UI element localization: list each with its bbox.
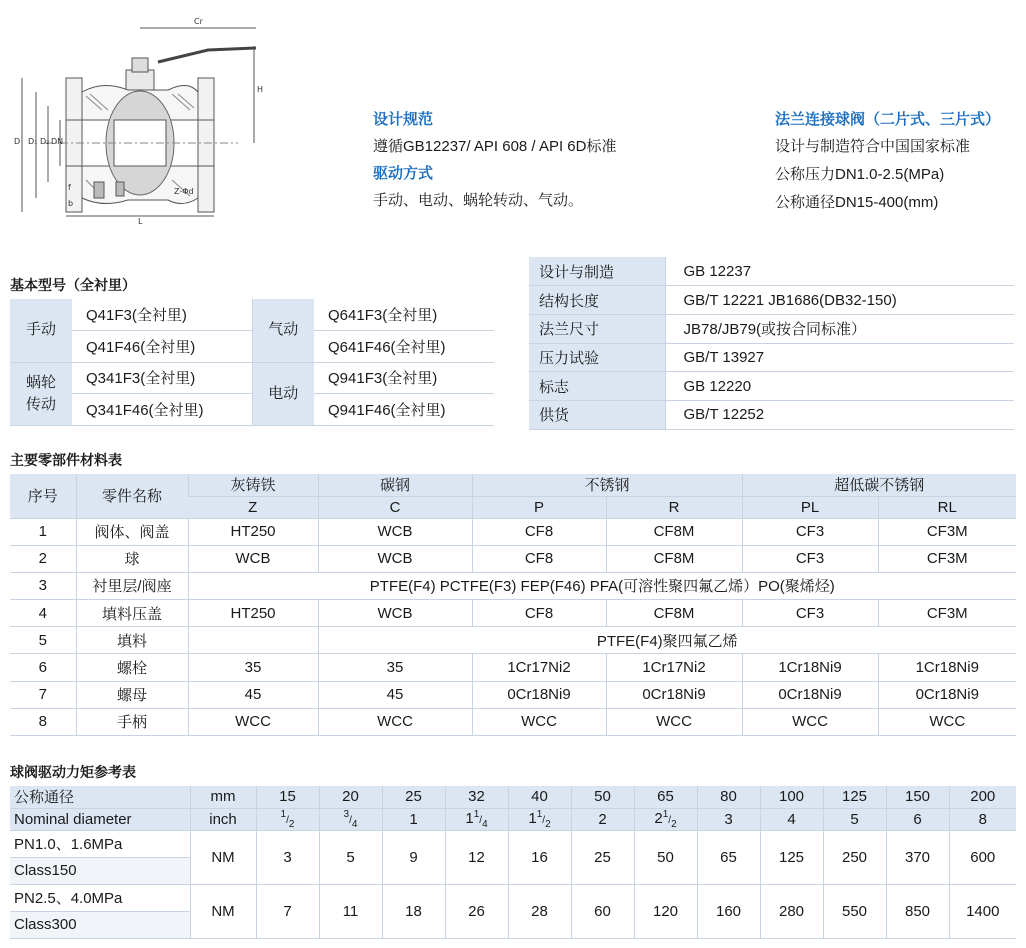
torque-unit: NM bbox=[190, 830, 256, 884]
mat-cell: CF3M bbox=[878, 600, 1016, 627]
mat-head-code: RL bbox=[878, 496, 1016, 518]
mat-head-group: 灰铸铁 bbox=[188, 474, 318, 496]
table-row bbox=[529, 372, 1014, 401]
torque-row-label: PN2.5、4.0MPa bbox=[10, 884, 190, 911]
inch-whole: 6 bbox=[913, 810, 922, 828]
mat-head-no: 序号 bbox=[10, 474, 76, 518]
mat-cell: 1Cr18Ni9 bbox=[742, 654, 878, 681]
model-group-worm-line2: 传动 bbox=[25, 395, 56, 413]
drive-mode-text: 手动、电动、蜗轮转动、气动。 bbox=[373, 192, 584, 209]
mat-span-cell: PTFE(F4) PCTFE(F3) FEP(F46) PFA(可溶性聚四氟乙烯）PO(聚烯烃) bbox=[188, 572, 1016, 599]
inch-slash: / bbox=[668, 814, 672, 826]
materials-table bbox=[10, 474, 1016, 736]
table-row bbox=[10, 545, 1016, 572]
table-header-row bbox=[10, 474, 1016, 496]
mat-row-no: 7 bbox=[10, 681, 76, 708]
design-spec-title: 设计规范 bbox=[373, 111, 434, 128]
drawing-label-l: L bbox=[138, 217, 143, 226]
drawing-label-cr: Cr bbox=[194, 17, 203, 26]
table-row bbox=[10, 884, 1016, 911]
mat-row-part: 手柄 bbox=[76, 708, 188, 735]
mat-cell: 35 bbox=[188, 654, 318, 681]
mat-cell: CF3 bbox=[742, 545, 878, 572]
table-row bbox=[10, 830, 1016, 857]
inch-numerator: 3 bbox=[343, 808, 350, 820]
mat-cell: 1Cr17Ni2 bbox=[472, 654, 606, 681]
model-cell: Q341F46(全衬里) bbox=[72, 394, 252, 426]
torque-inch bbox=[886, 808, 949, 830]
inch-slash: / bbox=[542, 814, 546, 826]
mat-cell: CF8 bbox=[472, 545, 606, 572]
torque-head-label-cn: 公称通径 bbox=[10, 786, 190, 808]
torque-mm: 40 bbox=[508, 786, 571, 808]
table-row bbox=[529, 257, 1014, 286]
torque-head-label-en: Nominal diameter bbox=[10, 808, 190, 830]
torque-value: 1400 bbox=[949, 884, 1016, 938]
std-value: GB/T 12221 JB1686(DB32-150) bbox=[665, 286, 1014, 315]
torque-value: 12 bbox=[445, 830, 508, 884]
std-label: 标志 bbox=[529, 372, 665, 401]
torque-value: 28 bbox=[508, 884, 571, 938]
mat-cell: 0Cr18Ni9 bbox=[742, 681, 878, 708]
mat-head-code: PL bbox=[742, 496, 878, 518]
drawing-label-d2: D₂ bbox=[40, 137, 50, 146]
std-label: 结构长度 bbox=[529, 286, 665, 315]
torque-table bbox=[10, 786, 1016, 939]
torque-value: 250 bbox=[823, 830, 886, 884]
torque-value: 160 bbox=[697, 884, 760, 938]
mat-row-part: 螺栓 bbox=[76, 654, 188, 681]
model-group-electric: 电动 bbox=[252, 362, 314, 425]
model-cell: Q341F3(全衬里) bbox=[72, 362, 252, 394]
torque-value: 50 bbox=[634, 830, 697, 884]
inch-whole: 8 bbox=[978, 810, 987, 828]
mat-cell: 45 bbox=[318, 681, 472, 708]
table-row bbox=[10, 708, 1016, 735]
materials-section-title: 主要零部件材料表 bbox=[10, 452, 122, 468]
model-group-worm-line1: 蜗轮 bbox=[25, 373, 56, 391]
mat-cell: HT250 bbox=[188, 600, 318, 627]
table-row bbox=[10, 627, 1016, 654]
mat-cell: CF3 bbox=[742, 518, 878, 545]
mat-cell: 0Cr18Ni9 bbox=[472, 681, 606, 708]
torque-inch bbox=[445, 808, 508, 830]
drawing-label-d1: D₁ bbox=[28, 137, 38, 146]
mat-cell: CF3 bbox=[742, 600, 878, 627]
std-value: JB78/JB79(或按合同标准） bbox=[665, 314, 1014, 343]
std-label: 设计与制造 bbox=[529, 257, 665, 286]
std-label: 供货 bbox=[529, 400, 665, 429]
torque-mm: 25 bbox=[382, 786, 445, 808]
torque-head-inch: inch bbox=[190, 808, 256, 830]
model-group-pneumatic: 气动 bbox=[252, 299, 314, 362]
torque-mm: 100 bbox=[760, 786, 823, 808]
inch-numerator: 1 bbox=[473, 808, 480, 820]
std-value: GB/T 13927 bbox=[665, 343, 1014, 372]
inch-whole: 2 bbox=[654, 809, 663, 827]
mat-cell: 0Cr18Ni9 bbox=[606, 681, 742, 708]
torque-mm: 50 bbox=[571, 786, 634, 808]
mat-row-part: 衬里层/阀座 bbox=[76, 572, 188, 599]
torque-value: 850 bbox=[886, 884, 949, 938]
drawing-label-dn: DN bbox=[51, 137, 64, 146]
inch-whole: 1 bbox=[409, 810, 418, 828]
inch-slash: / bbox=[479, 814, 483, 826]
mat-cell: WCB bbox=[318, 545, 472, 572]
mat-cell: 0Cr18Ni9 bbox=[878, 681, 1016, 708]
model-group-manual: 手动 bbox=[10, 299, 72, 362]
design-spec-text: 遵循GB12237/ API 608 / API 6D标准 bbox=[373, 138, 617, 155]
torque-value: 18 bbox=[382, 884, 445, 938]
inch-denominator: 4 bbox=[351, 818, 358, 830]
mat-head-part: 零件名称 bbox=[76, 474, 188, 518]
mat-cell: CF3M bbox=[878, 545, 1016, 572]
std-value: GB/T 12252 bbox=[665, 400, 1014, 429]
torque-mm: 80 bbox=[697, 786, 760, 808]
table-header-row bbox=[10, 786, 1016, 808]
flange-line-2: 公称压力DN1.0-2.5(MPa) bbox=[775, 166, 945, 183]
inch-whole: 4 bbox=[787, 810, 796, 828]
mat-cell: CF8M bbox=[606, 518, 742, 545]
inch-numerator: 1 bbox=[280, 808, 287, 820]
mat-row-no: 6 bbox=[10, 654, 76, 681]
table-row bbox=[10, 600, 1016, 627]
inch-numerator: 1 bbox=[662, 808, 669, 820]
torque-inch bbox=[256, 808, 319, 830]
mat-empty-cell bbox=[188, 627, 318, 654]
mat-row-part: 阀体、阀盖 bbox=[76, 518, 188, 545]
table-row bbox=[10, 572, 1016, 599]
mat-cell: CF8M bbox=[606, 545, 742, 572]
mat-row-no: 2 bbox=[10, 545, 76, 572]
torque-value: 370 bbox=[886, 830, 949, 884]
mat-cell: WCB bbox=[188, 545, 318, 572]
drawing-label-h: H bbox=[257, 85, 264, 94]
mat-head-group: 超低碳不锈钢 bbox=[742, 474, 1016, 496]
torque-value: 280 bbox=[760, 884, 823, 938]
torque-row-class: Class150 bbox=[10, 857, 190, 884]
torque-row-class: Class300 bbox=[10, 911, 190, 938]
table-row bbox=[10, 654, 1016, 681]
mat-cell: CF8M bbox=[606, 600, 742, 627]
torque-value: 11 bbox=[319, 884, 382, 938]
table-row bbox=[10, 299, 494, 331]
torque-head-mm: mm bbox=[190, 786, 256, 808]
torque-value: 600 bbox=[949, 830, 1016, 884]
model-cell: Q941F46(全衬里) bbox=[314, 394, 494, 426]
torque-row-label: PN1.0、1.6MPa bbox=[10, 830, 190, 857]
torque-inch bbox=[949, 808, 1016, 830]
torque-value: 26 bbox=[445, 884, 508, 938]
torque-inch bbox=[382, 808, 445, 830]
model-table bbox=[10, 299, 494, 426]
mat-head-code: P bbox=[472, 496, 606, 518]
torque-inch bbox=[319, 808, 382, 830]
torque-inch bbox=[760, 808, 823, 830]
mat-row-no: 8 bbox=[10, 708, 76, 735]
drawing-label-b: b bbox=[68, 199, 74, 208]
mat-span-cell: PTFE(F4)聚四氟乙烯 bbox=[318, 627, 1016, 654]
mat-head-code: R bbox=[606, 496, 742, 518]
mat-cell: HT250 bbox=[188, 518, 318, 545]
inch-whole: 5 bbox=[850, 810, 859, 828]
model-group-worm bbox=[10, 362, 72, 425]
torque-value: 5 bbox=[319, 830, 382, 884]
drawing-label-f: f bbox=[68, 183, 71, 192]
flange-line-1: 设计与制造符合中国国家标准 bbox=[775, 138, 971, 155]
mat-row-no: 4 bbox=[10, 600, 76, 627]
model-cell: Q41F3(全衬里) bbox=[72, 299, 252, 331]
table-row bbox=[10, 518, 1016, 545]
flange-valve-block bbox=[775, 108, 1000, 219]
std-value: GB 12220 bbox=[665, 372, 1014, 401]
mat-row-part: 填料压盖 bbox=[76, 600, 188, 627]
mat-cell: WCC bbox=[878, 708, 1016, 735]
standards-table bbox=[529, 257, 1014, 430]
torque-inch bbox=[697, 808, 760, 830]
torque-inch bbox=[571, 808, 634, 830]
table-header-row bbox=[10, 808, 1016, 830]
mat-cell: WCC bbox=[318, 708, 472, 735]
mat-row-part: 螺母 bbox=[76, 681, 188, 708]
mat-row-part: 球 bbox=[76, 545, 188, 572]
torque-mm: 200 bbox=[949, 786, 1016, 808]
model-cell: Q641F3(全衬里) bbox=[314, 299, 494, 331]
model-cell: Q941F3(全衬里) bbox=[314, 362, 494, 394]
flange-line-3: 公称通径DN15-400(mm) bbox=[775, 194, 939, 211]
mat-row-no: 1 bbox=[10, 518, 76, 545]
std-label: 法兰尺寸 bbox=[529, 314, 665, 343]
inch-denominator: 4 bbox=[482, 818, 488, 830]
torque-value: 16 bbox=[508, 830, 571, 884]
mat-cell: CF8 bbox=[472, 518, 606, 545]
inch-whole: 3 bbox=[724, 810, 733, 828]
table-row bbox=[529, 286, 1014, 315]
model-section-title: 基本型号（全衬里） bbox=[10, 277, 136, 293]
torque-mm: 20 bbox=[319, 786, 382, 808]
flange-valve-title: 法兰连接球阀（二片式、三片式） bbox=[775, 111, 1001, 128]
table-row bbox=[10, 681, 1016, 708]
torque-value: 120 bbox=[634, 884, 697, 938]
mat-cell: 1Cr18Ni9 bbox=[878, 654, 1016, 681]
torque-inch bbox=[823, 808, 886, 830]
torque-value: 125 bbox=[760, 830, 823, 884]
inch-denominator: 2 bbox=[545, 818, 551, 830]
table-row bbox=[529, 343, 1014, 372]
torque-section-title: 球阀驱动力矩参考表 bbox=[10, 764, 136, 780]
inch-denominator: 2 bbox=[288, 818, 295, 830]
drive-mode-title: 驱动方式 bbox=[373, 165, 434, 182]
mat-head-group: 不锈钢 bbox=[472, 474, 742, 496]
torque-inch bbox=[508, 808, 571, 830]
torque-mm: 125 bbox=[823, 786, 886, 808]
mat-head-code: C bbox=[318, 496, 472, 518]
mat-head-group: 碳钢 bbox=[318, 474, 472, 496]
mat-cell: 35 bbox=[318, 654, 472, 681]
torque-mm: 32 bbox=[445, 786, 508, 808]
inch-whole: 1 bbox=[528, 809, 537, 827]
torque-value: 550 bbox=[823, 884, 886, 938]
table-row bbox=[529, 400, 1014, 429]
mat-cell: WCC bbox=[188, 708, 318, 735]
inch-slash: / bbox=[286, 814, 289, 826]
torque-mm: 65 bbox=[634, 786, 697, 808]
torque-value: 7 bbox=[256, 884, 319, 938]
torque-unit: NM bbox=[190, 884, 256, 938]
table-row bbox=[10, 362, 494, 394]
torque-value: 65 bbox=[697, 830, 760, 884]
mat-cell: CF8 bbox=[472, 600, 606, 627]
design-spec-block bbox=[373, 108, 616, 216]
mat-cell: CF3M bbox=[878, 518, 1016, 545]
mat-cell: WCC bbox=[742, 708, 878, 735]
mat-row-no: 3 bbox=[10, 572, 76, 599]
valve-section-drawing bbox=[8, 10, 270, 226]
mat-cell: WCC bbox=[472, 708, 606, 735]
inch-numerator: 1 bbox=[536, 808, 543, 820]
torque-value: 3 bbox=[256, 830, 319, 884]
model-cell: Q641F46(全衬里) bbox=[314, 331, 494, 363]
torque-mm: 15 bbox=[256, 786, 319, 808]
std-value: GB 12237 bbox=[665, 257, 1014, 286]
drawing-label-zd: Z-Φd bbox=[174, 187, 194, 196]
inch-slash: / bbox=[349, 814, 352, 826]
table-row bbox=[529, 314, 1014, 343]
mat-cell: WCC bbox=[606, 708, 742, 735]
mat-cell: WCB bbox=[318, 600, 472, 627]
torque-value: 9 bbox=[382, 830, 445, 884]
inch-whole: 2 bbox=[598, 810, 607, 828]
mat-cell: 45 bbox=[188, 681, 318, 708]
mat-cell: WCB bbox=[318, 518, 472, 545]
torque-value: 25 bbox=[571, 830, 634, 884]
inch-denominator: 2 bbox=[671, 818, 677, 830]
torque-value: 60 bbox=[571, 884, 634, 938]
drawing-label-d: D bbox=[14, 137, 21, 146]
mat-row-part: 填料 bbox=[76, 627, 188, 654]
std-label: 压力试验 bbox=[529, 343, 665, 372]
torque-inch bbox=[634, 808, 697, 830]
inch-whole: 1 bbox=[465, 809, 474, 827]
model-cell: Q41F46(全衬里) bbox=[72, 331, 252, 363]
mat-head-code: Z bbox=[188, 496, 318, 518]
torque-mm: 150 bbox=[886, 786, 949, 808]
mat-cell: 1Cr17Ni2 bbox=[606, 654, 742, 681]
mat-row-no: 5 bbox=[10, 627, 76, 654]
